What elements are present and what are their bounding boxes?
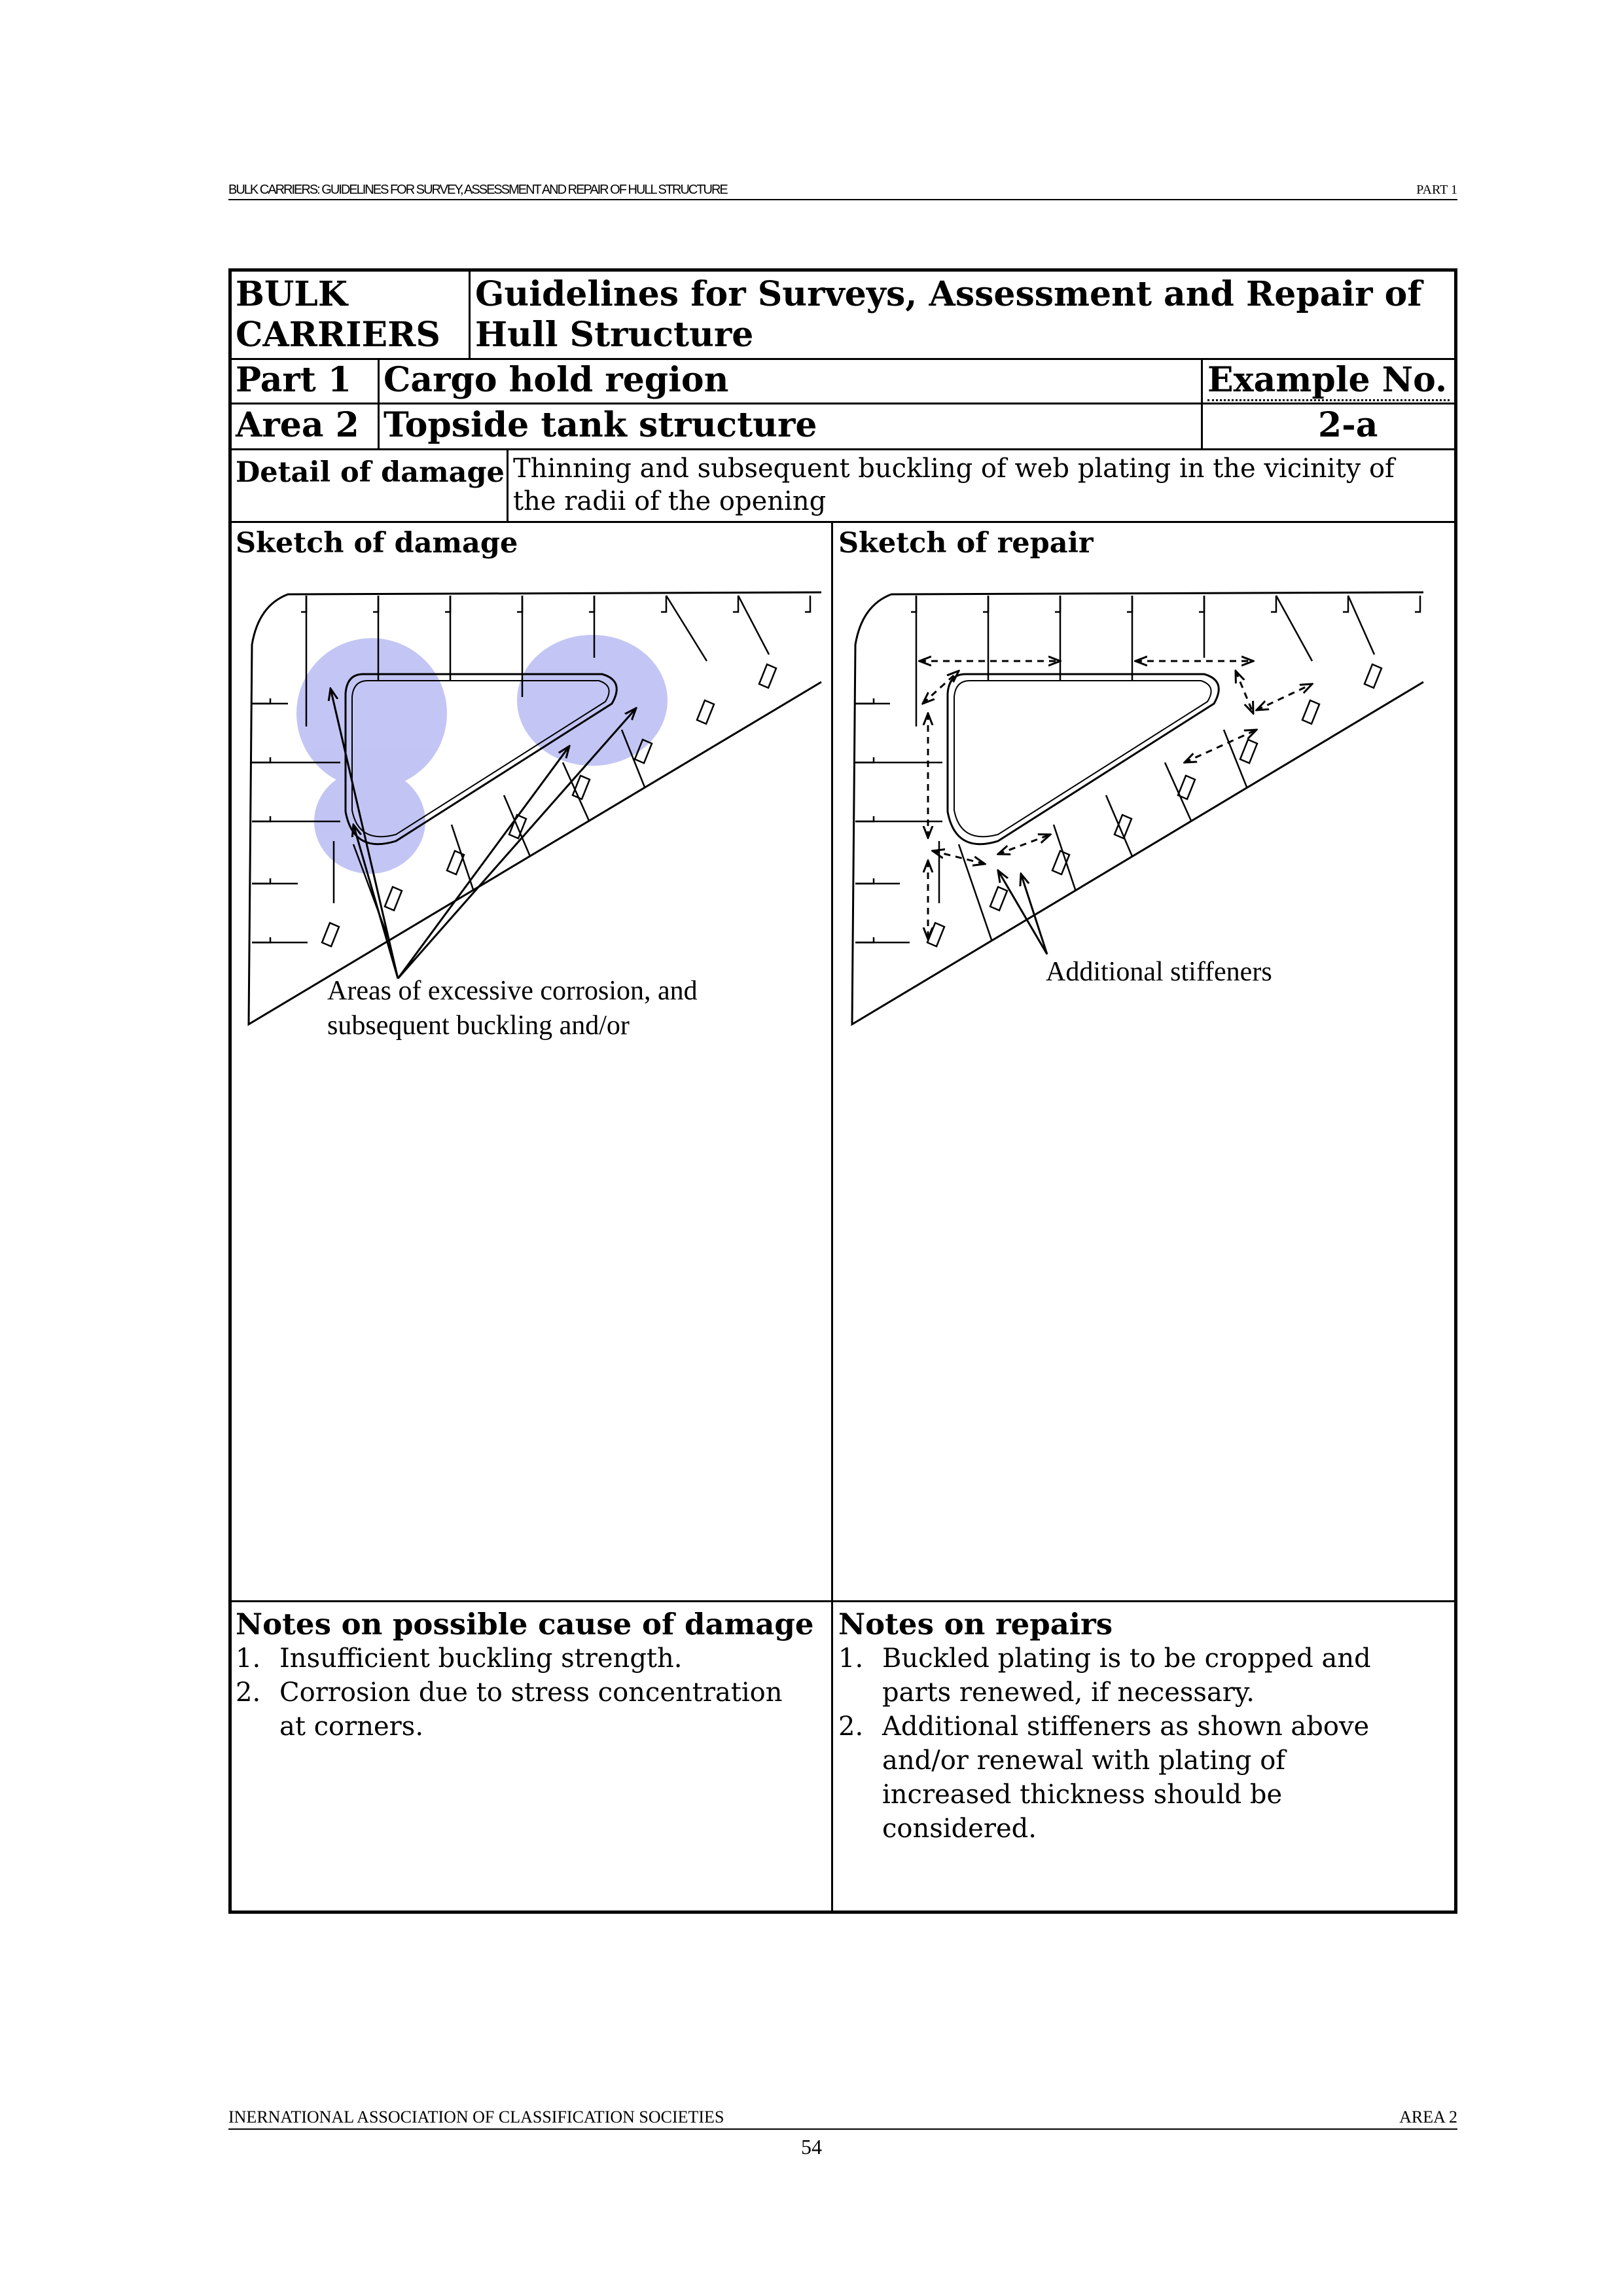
running-header-title: BULK CARRIERS: GUIDELINES FOR SURVEY, ASSESSMENT AND REPAIR OF HULL STRUCTURE bbox=[228, 183, 727, 197]
detail-line2: the radii of the opening bbox=[513, 486, 827, 516]
document-title-line2: Hull Structure bbox=[475, 315, 754, 355]
document-title-line1: Guidelines for Surveys, Assessment and Repair of bbox=[475, 274, 1422, 314]
list-item: Insufficient buckling strength. bbox=[279, 1643, 683, 1674]
damage-annotation-line2: subsequent buckling and/or bbox=[327, 1011, 630, 1041]
list-item-continued: at corners. bbox=[279, 1712, 424, 1742]
list-item-number: 1. bbox=[236, 1643, 261, 1674]
detail-line1: Thinning and subsequent buckling of web plating in the vicinity of bbox=[513, 454, 1395, 484]
list-item-number: 2. bbox=[236, 1677, 261, 1708]
part-label: Part 1 bbox=[236, 360, 352, 400]
footer-organization: INERNATIONAL ASSOCIATION OF CLASSIFICATION SOCIETIES bbox=[228, 2108, 724, 2126]
list-item-number: 2. bbox=[838, 1712, 864, 1742]
list-item-continued: parts renewed, if necessary. bbox=[882, 1677, 1255, 1708]
notes-cause-heading: Notes on possible cause of damage bbox=[236, 1607, 814, 1641]
opening-outline bbox=[948, 674, 1219, 844]
running-header-part: PART 1 bbox=[1416, 183, 1457, 197]
example-number: 2-a bbox=[1318, 405, 1378, 445]
ship-type-line2: CARRIERS bbox=[236, 315, 440, 355]
list-item-continued: considered. bbox=[882, 1814, 1037, 1844]
sketch-damage-heading: Sketch of damage bbox=[236, 527, 518, 560]
list-item-number: 1. bbox=[838, 1643, 864, 1674]
notes-repairs-heading: Notes on repairs bbox=[838, 1607, 1113, 1641]
list-item-continued: increased thickness should be bbox=[882, 1780, 1283, 1810]
area-value: Topside tank structure bbox=[383, 405, 817, 445]
damage-annotation-line1: Areas of excessive corrosion, and bbox=[327, 976, 698, 1006]
footer-area: AREA 2 bbox=[1399, 2108, 1457, 2126]
ship-type-line1: BULK bbox=[236, 274, 348, 314]
example-label: Example No. bbox=[1207, 360, 1448, 400]
list-item-continued: and/or renewal with plating of bbox=[882, 1746, 1286, 1776]
sketch-repair-heading: Sketch of repair bbox=[838, 527, 1094, 560]
repair-annotation: Additional stiffeners bbox=[1046, 957, 1272, 987]
page-footer bbox=[228, 2109, 1457, 2130]
list-item: Additional stiffeners as shown above bbox=[882, 1712, 1370, 1742]
additional-stiffeners bbox=[919, 661, 1312, 939]
area-label: Area 2 bbox=[236, 405, 359, 445]
list-item: Buckled plating is to be cropped and bbox=[882, 1643, 1371, 1674]
list-item: Corrosion due to stress concentration bbox=[279, 1677, 783, 1708]
page-number: 54 bbox=[801, 2135, 822, 2159]
part-value: Cargo hold region bbox=[383, 360, 729, 400]
detail-label: Detail of damage bbox=[236, 456, 505, 489]
